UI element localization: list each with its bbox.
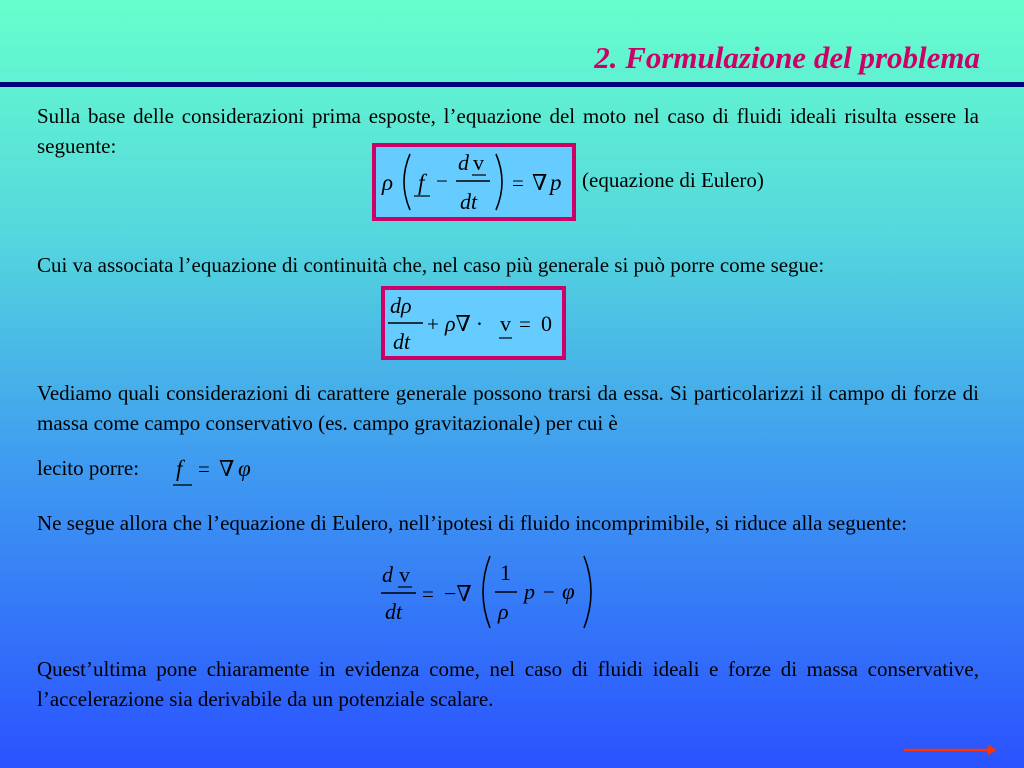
- paragraph-continuity: Cui va associata l’equazione di continuità che, nel caso più generale si può porre come segue:: [37, 253, 825, 277]
- reduced-minus: −: [543, 580, 555, 604]
- euler-num-d: d: [458, 150, 469, 175]
- reduced-rho: ρ: [498, 599, 509, 624]
- continuity-term: ρ∇ ·: [445, 311, 482, 336]
- paragraph-reduction: Ne segue allora che l’equazione di Eulero, nell’ipotesi di fluido incomprimibile, si riduce alla seguente:: [37, 511, 908, 535]
- potential-nabla: ∇: [219, 456, 235, 481]
- euler-den: dt: [460, 189, 478, 214]
- paragraph-conservative: Vediamo quali considerazioni di carattere generale possono trarsi da essa. Si particolarizzi il campo di forze di massa come campo conservativo (es. campo gravitazionale) per cui è: [37, 381, 979, 435]
- euler-minus: −: [436, 169, 448, 193]
- potential-lead: lecito porre:: [37, 456, 140, 480]
- slide-title: 2. Formulazione del problema: [594, 40, 980, 75]
- reduced-den: dt: [385, 599, 403, 624]
- continuity-num: dρ: [390, 293, 412, 318]
- reduced-left-paren: [483, 556, 490, 628]
- euler-left-paren: [404, 154, 410, 210]
- reduced-neg-nabla: −∇: [444, 581, 472, 606]
- potential-phi: φ: [238, 456, 251, 481]
- euler-f: f: [418, 170, 425, 195]
- reduced-equals: =: [422, 582, 434, 606]
- reduced-right-paren: [584, 556, 591, 628]
- reduced-p: p: [524, 579, 535, 604]
- arrow-right-icon[interactable]: [900, 740, 1000, 765]
- continuity-equals: =: [519, 312, 531, 336]
- reduced-euler-equation: [378, 552, 608, 632]
- reduced-phi: φ: [562, 579, 575, 604]
- potential-equals: =: [198, 457, 210, 481]
- reduced-num-d: d: [382, 562, 393, 587]
- euler-label: (equazione di Eulero): [582, 168, 764, 192]
- continuity-zero: 0: [541, 311, 552, 336]
- euler-rho: ρ: [382, 170, 394, 195]
- paragraph-conclusion: Quest’ultima pone chiaramente in evidenza come, nel caso di fluidi ideali e forze di massa conservative, l’accelerazione sia derivabile da un potenziale scalare.: [37, 657, 979, 711]
- euler-equation: [372, 143, 576, 221]
- euler-num-v: v: [473, 150, 484, 175]
- potential-f: f: [176, 456, 183, 481]
- potential-equation: [170, 450, 270, 495]
- continuity-equation: [381, 286, 566, 360]
- title-underline: [0, 82, 1024, 87]
- euler-right-paren: [496, 154, 502, 210]
- reduced-num-v: v: [399, 562, 410, 587]
- euler-equals: =: [512, 171, 524, 195]
- reduced-one: 1: [500, 560, 511, 585]
- euler-nabla: ∇: [532, 170, 548, 195]
- continuity-den: dt: [393, 329, 411, 354]
- continuity-plus: +: [427, 312, 439, 336]
- paragraph-intro: Sulla base delle considerazioni prima esposte, l’equazione del moto nel caso di fluidi ideali risulta essere la seguente:: [37, 104, 979, 158]
- euler-p: p: [550, 170, 562, 195]
- continuity-v: v: [500, 311, 511, 336]
